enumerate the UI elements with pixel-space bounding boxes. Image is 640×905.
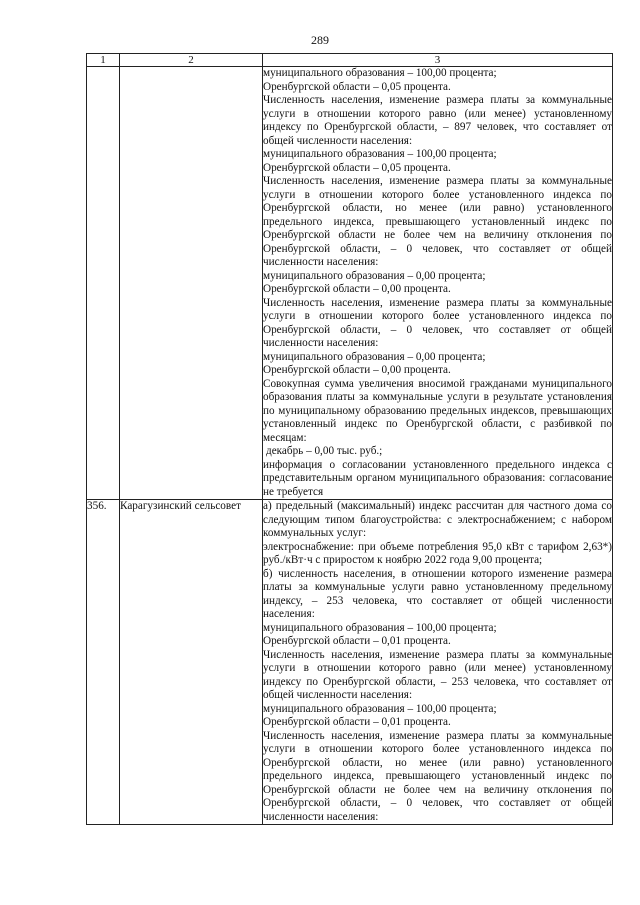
paragraph: Совокупная сумма увеличения вносимой гражданами муниципального образования платы за коммунальные услуги в результате установления по муниципальному образованию предельных индексов, превышающих установленный индекс по Оренбургской области, с разбивкой по месяцам: xyxy=(263,377,612,444)
paragraph: Численность населения, изменение размера платы за коммунальные услуги в отношении которого равно (или менее) установленному индексу по Оренбургской области, – 897 человек, что составляет от общей численности населения: xyxy=(263,94,612,147)
page-number: 289 xyxy=(311,33,329,47)
table-row xyxy=(87,500,613,825)
municipality-name xyxy=(120,67,263,500)
column-header-1: 1 xyxy=(87,54,120,67)
row-number xyxy=(87,67,120,500)
paragraph: а) предельный (максимальный) индекс рассчитан для частного дома со следующим типом благоустройства: с электроснабжением; с набором коммунальных услуг: xyxy=(263,500,612,539)
paragraph: Оренбургской области – 0,00 процента. xyxy=(263,364,451,376)
table-row xyxy=(87,67,613,500)
paragraph: Оренбургской области – 0,05 процента. xyxy=(263,80,451,93)
paragraph: Численность населения, изменение размера платы за коммунальные услуги в отношении которого более установленного индекса по Оренбургской области, – 0 человек, что составляет от общей численности населения: xyxy=(263,296,612,349)
row-number: 356. xyxy=(87,500,120,825)
column-header-3: 3 xyxy=(263,54,613,67)
paragraph: Численность населения, изменение размера платы за коммунальные услуги в отношении которого более установленного индекса по Оренбургской области, но менее (или равно) установленного предельного индекса, превышающего установленный индекс по Оренбургской области не более чем на величину отклонения по Оренбургской области, – 0 человек, что составляет от общей численности населения: xyxy=(263,729,612,823)
paragraph: электроснабжение: при объеме потребления 95,0 кВт с тарифом 2,63*) руб./кВт·ч с приростом к ноябрю 2022 года 9,00 процента; xyxy=(263,540,612,566)
paragraph: муниципального образования – 0,00 процента; xyxy=(263,350,486,363)
paragraph: Оренбургской области – 0,01 процента. xyxy=(263,635,451,647)
column-header-2: 2 xyxy=(120,54,263,67)
paragraph: муниципального образования – 0,00 процента; xyxy=(263,269,486,282)
row-description xyxy=(263,67,613,500)
municipality-name: Карагузинский сельсовет xyxy=(120,500,263,825)
paragraph: муниципального образования – 100,00 процента; xyxy=(263,702,497,715)
paragraph: Численность населения, изменение размера платы за коммунальные услуги в отношении которого равно (или менее) установленному индексу по Оренбургской области, – 253 человека, что составляет от общей численности населения: xyxy=(263,648,612,701)
paragraph: информация о согласовании установленного предельного индекса с представительным органом муниципального образования: согласование не требуется xyxy=(263,458,612,498)
paragraph: муниципального образования – 100,00 процента; xyxy=(263,67,497,79)
paragraph: Оренбургской области – 0,00 процента. xyxy=(263,283,451,295)
document-table xyxy=(86,53,613,825)
paragraph: декабрь – 0,00 тыс. руб.; xyxy=(266,445,383,457)
row-description xyxy=(263,500,613,825)
paragraph: Численность населения, изменение размера платы за коммунальные услуги в отношении которого более установленного индекса по Оренбургской области, но менее (или равно) установленного предельного индекса, превышающего установленный индекс по Оренбургской области не более чем на величину отклонения по Оренбургской области, – 0 человек, что составляет от общей численности населения: xyxy=(263,175,612,268)
paragraph: муниципального образования – 100,00 процента; xyxy=(263,621,497,634)
paragraph: муниципального образования – 100,00 процента; xyxy=(263,148,497,160)
table-header-row xyxy=(87,54,613,67)
paragraph: Оренбургской области – 0,05 процента. xyxy=(263,161,451,174)
paragraph: Оренбургской области – 0,01 процента. xyxy=(263,716,451,728)
paragraph: б) численность населения, в отношении которого изменение размера платы за коммунальные услуги равно установленному предельному индексу, – 253 человека, что составляет от общей численности населения: xyxy=(263,567,612,620)
